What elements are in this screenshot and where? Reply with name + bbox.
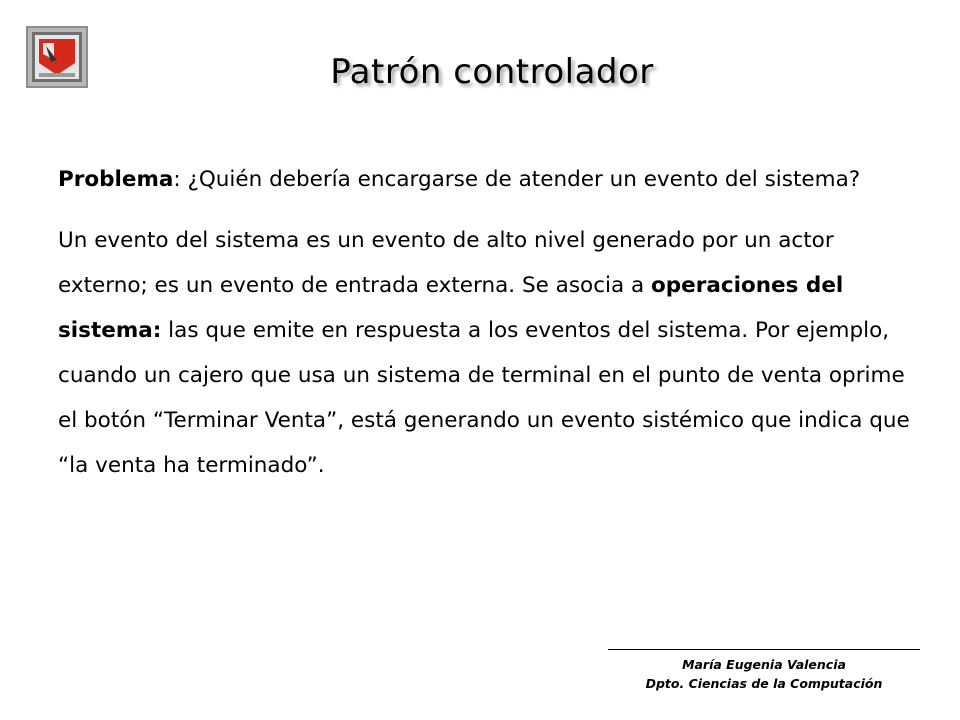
system-operations-term: operaciones del sistema: <box>58 273 844 343</box>
footer-author: María Eugenia Valencia <box>682 657 846 672</box>
footer-credits <box>608 655 920 693</box>
problem-paragraph <box>58 157 928 202</box>
slide-title: Patrón controlador <box>330 52 654 92</box>
slide-content <box>58 157 928 504</box>
description-text-1: Un evento del sistema es un evento de alto nivel generado por un actor externo; es un evento de entrada externa. Se asocia a <box>58 228 834 298</box>
problem-question: : ¿Quién debería encargarse de atender un evento del sistema? <box>173 167 861 192</box>
footer-divider <box>608 649 920 650</box>
description-text-2: las que emite en respuesta a los eventos del sistema. Por ejemplo, cuando un cajero que usa un sistema de terminal en el punto de venta oprime el botón “Terminar Venta”, está generando un evento sistémico que indica que “la venta ha terminado”. <box>58 318 910 478</box>
description-paragraph <box>58 218 928 488</box>
problem-label: Problema <box>58 167 174 192</box>
footer-department: Dpto. Ciencias de la Computación <box>645 676 883 691</box>
